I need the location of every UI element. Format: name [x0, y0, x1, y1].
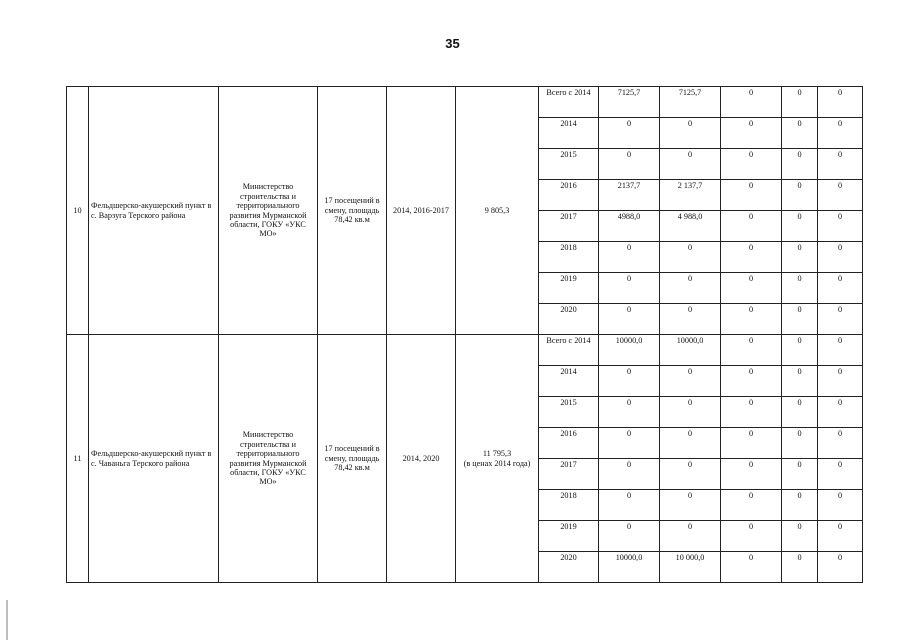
finance-value-total: 0	[599, 366, 660, 397]
finance-value-federal: 0	[721, 149, 782, 180]
finance-value-total: 10000,0	[599, 335, 660, 366]
finance-value-local: 0	[782, 459, 818, 490]
finance-value-other: 0	[818, 521, 863, 552]
finance-period: 2020	[539, 552, 599, 583]
finance-value-other: 0	[818, 242, 863, 273]
finance-value-local: 0	[782, 335, 818, 366]
table-row	[67, 87, 863, 118]
finance-period: 2017	[539, 459, 599, 490]
estimated-cost: 9 805,3	[456, 87, 539, 335]
customer: Министерство строительства и территориального развития Мурманской области, ГОКУ «УКС МО»	[219, 87, 318, 335]
finance-value-total: 0	[599, 521, 660, 552]
finance-value-total: 4988,0	[599, 211, 660, 242]
finance-value-local: 0	[782, 273, 818, 304]
finance-value-other: 0	[818, 335, 863, 366]
finance-value-total: 0	[599, 304, 660, 335]
finance-value-federal: 0	[721, 459, 782, 490]
finance-value-federal: 0	[721, 552, 782, 583]
customer: Министерство строительства и территориального развития Мурманской области, ГОКУ «УКС МО»	[219, 335, 318, 583]
finance-value-local: 0	[782, 490, 818, 521]
finance-value-local: 0	[782, 149, 818, 180]
finance-period: Всего с 2014	[539, 335, 599, 366]
finance-value-federal: 0	[721, 304, 782, 335]
finance-value-other: 0	[818, 273, 863, 304]
row-number: 11	[67, 335, 89, 583]
finance-value-federal: 0	[721, 428, 782, 459]
finance-value-federal: 0	[721, 87, 782, 118]
finance-value-other: 0	[818, 552, 863, 583]
finance-value-regional: 0	[660, 304, 721, 335]
finance-value-local: 0	[782, 552, 818, 583]
finance-value-federal: 0	[721, 273, 782, 304]
object-name: Фельдшерско-акушерский пункт в с. Чаваньга Терского района	[89, 335, 219, 583]
finance-value-other: 0	[818, 87, 863, 118]
finance-period: Всего с 2014	[539, 87, 599, 118]
finance-value-regional: 7125,7	[660, 87, 721, 118]
finance-value-local: 0	[782, 366, 818, 397]
finance-value-other: 0	[818, 180, 863, 211]
finance-value-federal: 0	[721, 118, 782, 149]
table-row	[67, 335, 863, 366]
finance-period: 2019	[539, 521, 599, 552]
finance-value-total: 0	[599, 118, 660, 149]
construction-years: 2014, 2016-2017	[387, 87, 456, 335]
finance-value-local: 0	[782, 242, 818, 273]
finance-value-federal: 0	[721, 242, 782, 273]
finance-value-local: 0	[782, 211, 818, 242]
finance-value-regional: 0	[660, 149, 721, 180]
finance-value-other: 0	[818, 366, 863, 397]
finance-value-local: 0	[782, 118, 818, 149]
finance-period: 2017	[539, 211, 599, 242]
scan-margin-mark	[6, 600, 8, 640]
finance-value-regional: 0	[660, 397, 721, 428]
finance-value-total: 0	[599, 459, 660, 490]
finance-value-total: 0	[599, 397, 660, 428]
finance-value-total: 0	[599, 273, 660, 304]
finance-period: 2015	[539, 149, 599, 180]
finance-value-local: 0	[782, 397, 818, 428]
finance-value-local: 0	[782, 304, 818, 335]
finance-value-regional: 10000,0	[660, 335, 721, 366]
finance-value-regional: 0	[660, 273, 721, 304]
finance-period: 2014	[539, 366, 599, 397]
finance-value-regional: 0	[660, 521, 721, 552]
finance-value-federal: 0	[721, 521, 782, 552]
finance-value-regional: 0	[660, 242, 721, 273]
finance-value-total: 10000,0	[599, 552, 660, 583]
finance-value-regional: 0	[660, 118, 721, 149]
finance-value-other: 0	[818, 304, 863, 335]
finance-period: 2016	[539, 180, 599, 211]
finance-period: 2016	[539, 428, 599, 459]
finance-value-total: 0	[599, 149, 660, 180]
object-name: Фельдшерско-акушерский пункт в с. Варзуга Терского района	[89, 87, 219, 335]
finance-value-federal: 0	[721, 335, 782, 366]
finance-period: 2018	[539, 242, 599, 273]
estimated-cost: 11 795,3 (в ценах 2014 года)	[456, 335, 539, 583]
finance-value-local: 0	[782, 87, 818, 118]
program-table	[66, 86, 863, 583]
finance-value-local: 0	[782, 428, 818, 459]
finance-value-other: 0	[818, 397, 863, 428]
finance-period: 2014	[539, 118, 599, 149]
finance-value-regional: 10 000,0	[660, 552, 721, 583]
finance-value-total: 0	[599, 428, 660, 459]
finance-value-regional: 0	[660, 428, 721, 459]
capacity: 17 посещений в смену, площадь 78,42 кв.м	[318, 335, 387, 583]
page-number: 35	[445, 36, 460, 51]
finance-value-other: 0	[818, 490, 863, 521]
finance-value-regional: 2 137,7	[660, 180, 721, 211]
finance-value-total: 0	[599, 242, 660, 273]
finance-value-local: 0	[782, 521, 818, 552]
capacity: 17 посещений в смену, площадь 78,42 кв.м	[318, 87, 387, 335]
finance-value-total: 0	[599, 490, 660, 521]
finance-value-regional: 0	[660, 459, 721, 490]
finance-value-federal: 0	[721, 490, 782, 521]
finance-value-other: 0	[818, 118, 863, 149]
finance-value-federal: 0	[721, 366, 782, 397]
row-number: 10	[67, 87, 89, 335]
finance-value-federal: 0	[721, 211, 782, 242]
finance-period: 2015	[539, 397, 599, 428]
finance-value-other: 0	[818, 211, 863, 242]
finance-period: 2018	[539, 490, 599, 521]
finance-value-regional: 4 988,0	[660, 211, 721, 242]
finance-value-other: 0	[818, 149, 863, 180]
finance-value-total: 7125,7	[599, 87, 660, 118]
finance-period: 2019	[539, 273, 599, 304]
finance-value-federal: 0	[721, 180, 782, 211]
finance-value-local: 0	[782, 180, 818, 211]
finance-value-total: 2137,7	[599, 180, 660, 211]
finance-value-federal: 0	[721, 397, 782, 428]
finance-period: 2020	[539, 304, 599, 335]
finance-value-regional: 0	[660, 490, 721, 521]
construction-years: 2014, 2020	[387, 335, 456, 583]
finance-value-other: 0	[818, 459, 863, 490]
finance-value-regional: 0	[660, 366, 721, 397]
finance-value-other: 0	[818, 428, 863, 459]
